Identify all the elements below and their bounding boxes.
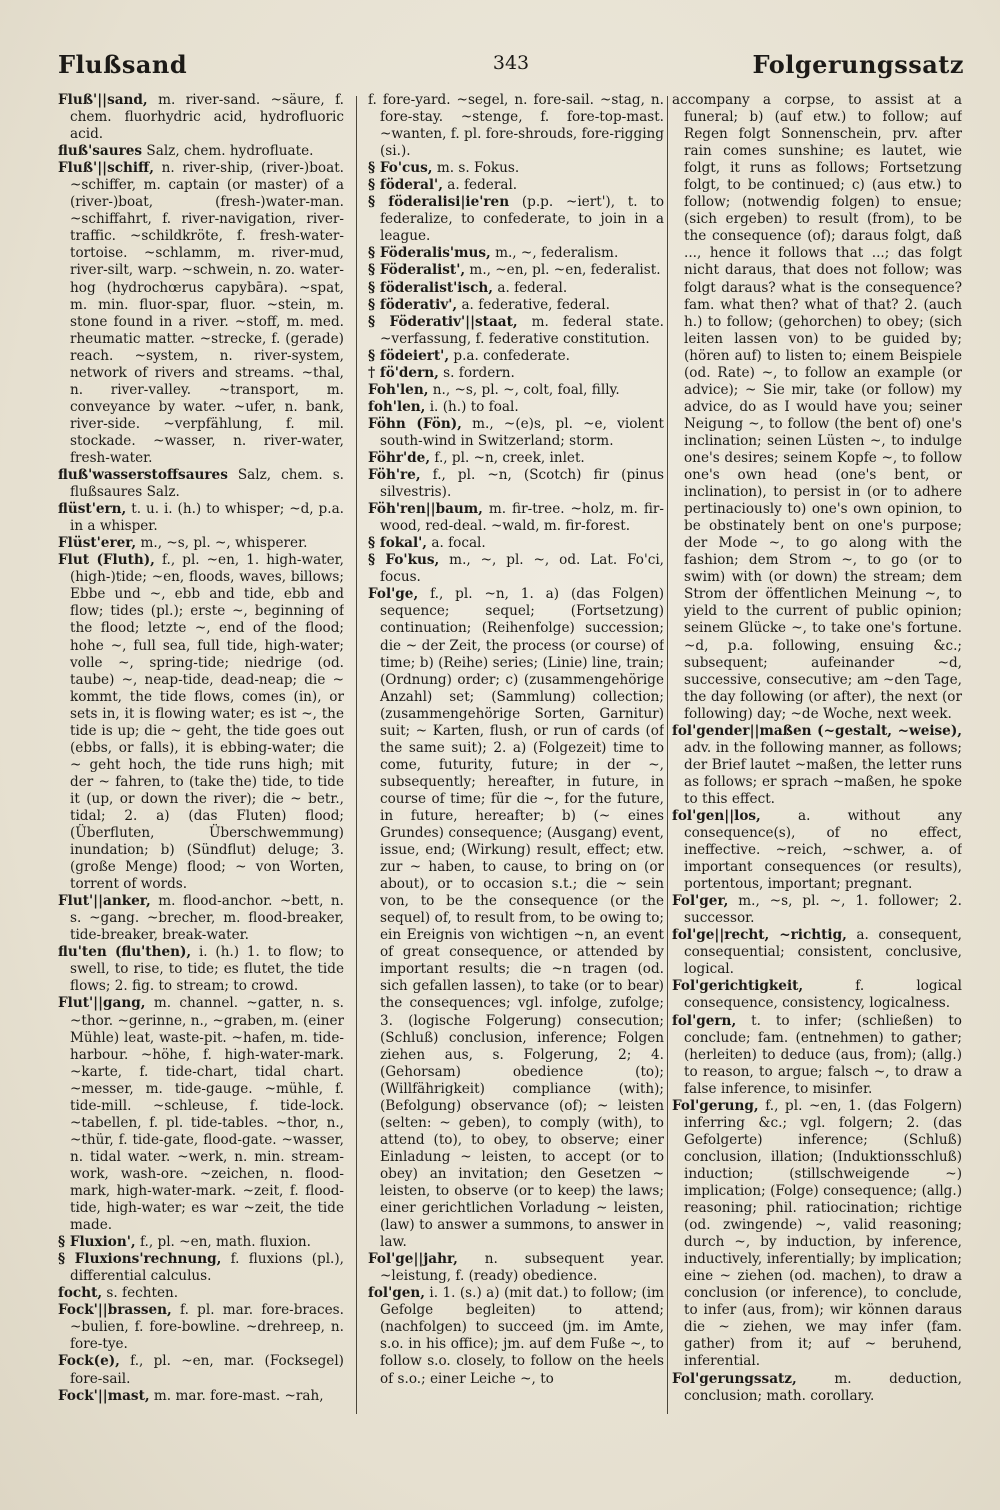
entry-headword: Fol'ger, (672, 893, 729, 910)
entry-definition: f., pl. ~n, 1. a) (das Folgen) sequence; sequel; (Fortsetzung) continuation; (Reihenfolge) succession; die ~ der Zeit, the process (or course) of time; b) (Reihe) series; (Linie) line, train; (Ordnung) order; c) (zusammengehörige Anzahl) set; (Sammlung) collection; (zusammengehörige Sorten, Garnitur) suit; ~ Karten, flush, or run of cards (of the same suit); 2. a) (Folgezeit) time to come, futurity, future; in der ~, subsequently; hereafter, in future, in course of time; für die ~, for the future, in future, hereafter; b) (~ eines Grundes) consequence; (Ausgang) event, issue, end; (Wirkung) result, effect; etw. zur ~ haben, to cause, to bring on (or about), or to occasion s.t.; die ~ sein von, to be the consequence (or the sequel) of, to result from, to be owing to; ein Ereignis von wichtigen ~n, an event of great consequence, or attended by important results; die ~n tragen (od. sich gefallen lassen), to take (or to bear) the consequences; vgl. infolge, zufolge; 3. (logische Folgerung) consecution; (Schluß) conclusion, inference; Folgen ziehen aus, s. Folgerung, 2; 4. (Gehorsam) obedience (to); (Willfährigkeit) compliance (with); (Befolgung) observance (of); ~ leisten (selten: ~ geben), to comply (with), to attend (to), to obey, to observe; einer Einladung ~ leisten, to accept (or to obey) an invitation; den Gesetzen ~ leisten, to observe (or to keep) the laws; einer gerichtlichen Vorladung ~ leisten, (law) to answer a summons, to answer in law. (380, 586, 664, 1251)
entry-headword: § Fo'cus, (368, 160, 433, 177)
entry-headword: Fol'gerung, (672, 1097, 759, 1114)
running-head-right: Folgerungssatz (752, 50, 964, 79)
dictionary-entry (58, 1353, 344, 1387)
dictionary-entry (368, 1285, 664, 1387)
dictionary-entry (368, 450, 664, 467)
dictionary-entry (368, 501, 664, 535)
entry-definition: f. fore-yard. ~segel, n. fore-sail. ~stag, n. fore-stay. ~stenge, f. fore-top-mast. ~wanten, f. pl. fore-shrouds, fore-rigging (si.). (368, 92, 664, 160)
entry-headword: § Fluxions'rechnung, (58, 1251, 222, 1268)
dictionary-entry (672, 893, 962, 927)
entry-headword: Fol'gerungssatz, (672, 1370, 797, 1387)
dictionary-entry (58, 535, 344, 552)
entry-definition: a. without any consequence(s), of no effect, ineffective. ~reich, ~schwer, a. of important consequences (or results), portentous, important; pregnant. (684, 807, 962, 893)
entry-definition: i. (h.) to foal. (425, 398, 519, 415)
dictionary-entry (368, 382, 664, 399)
entry-definition: m. deduction, conclusion; math. corollary. (684, 1370, 962, 1404)
entry-definition: f., pl. ~n, creek, inlet. (430, 449, 585, 466)
dictionary-entry (368, 92, 664, 160)
entry-definition: m. flood-anchor. ~bett, n. s. ~gang. ~brecher, m. flood-breaker, tide-breaker, break-water. (70, 893, 344, 944)
entry-definition: m., ~s, pl. ~, 1. follower; 2. successor. (684, 893, 962, 927)
entry-definition: f., pl. ~en, mar. (Focksegel) fore-sail. (70, 1353, 344, 1387)
entry-definition: a. focal. (427, 535, 486, 552)
dictionary-entry (368, 365, 664, 382)
dictionary-entry (368, 160, 664, 177)
entry-headword: fol'gen||los, (672, 807, 761, 824)
entry-definition: f., pl. ~en, math. fluxion. (135, 1234, 311, 1251)
entry-definition: i. 1. (s.) a) (mit dat.) to follow; (im Gefolge begleiten) to attend; (nachfolgen) to succeed (jm. im Amte, s.o. in his office); jm. auf dem Fuße ~, to follow s.o. closely, to follow on the heels of s.o.; einer Leiche ~, to (380, 1285, 664, 1387)
entry-definition: t. to infer; (schließen) to conclude; fam. (entnehmen) to gather; (herleiten) to deduce (aus, from); (allg.) to reason, to argue; falsch ~, to draw a false inference, to misinfer. (684, 1012, 962, 1097)
entry-definition: p.a. confederate. (449, 347, 570, 364)
entry-definition: s. fordern. (438, 364, 515, 381)
page-header (58, 50, 964, 90)
entry-headword: † fö'dern, (368, 364, 439, 381)
entry-headword: fol'ge||recht, ~richtig, (672, 927, 847, 944)
entry-definition: a. federal. (493, 279, 568, 296)
dictionary-entry (58, 501, 344, 535)
entry-definition: f. fluxions (pl.), differential calculus. (70, 1251, 344, 1285)
entry-definition: s. fechten. (102, 1285, 179, 1302)
column-2 (368, 92, 664, 1430)
dictionary-entry (58, 160, 344, 467)
entry-definition: n. river-ship, (river-)boat. ~schiffer, m. captain (or master) of a (river-)boat, (fresh-)water-man. ~schiffahrt, f. river-navigation, river-traffic. ~schildkröte, f. fresh-water-tortoise. ~schlamm, m. river-mud, river-silt, warp. ~schwein, n. zo. water-hog (hydrochœrus capybāra). ~spat, m. min. fluor-spar, fluor. ~stein, m. stone found in a river. ~stoff, m. med. rheumatic matter. ~strecke, f. (gerade) reach. ~system, n. river-system, network of rivers and streams. ~thal, n. river-valley. ~transport, m. conveyance by water. ~ufer, n. bank, river-side. ~verpfählung, f. mil. stockade. ~wasser, n. river-water, fresh-water. (70, 160, 344, 466)
dictionary-entry (58, 143, 344, 160)
column-1 (58, 92, 344, 1430)
dictionary-entry (368, 467, 664, 501)
entry-definition: m. mar. fore-mast. ~rah, (149, 1387, 324, 1404)
entry-definition: f. pl. mar. fore-braces. ~bulien, f. fore-bowline. ~drehreep, n. fore-tye. (70, 1302, 344, 1353)
entry-headword: § Fo'kus, (368, 552, 440, 569)
entry-definition: Salz, chem. hydrofluate. (142, 143, 314, 160)
column-divider-2 (667, 96, 668, 1414)
entry-headword: Fock'||mast, (58, 1387, 150, 1404)
entry-headword: flu'ten (flu'then), (58, 944, 192, 961)
entry-definition: n. subsequent year. ~leistung, f. (ready) obedience. (380, 1251, 664, 1285)
entry-definition: m. channel. ~gatter, n. s. ~thor. ~gerinne, n., ~graben, m. (einer Mühle) leat, waste-pit. ~hafen, m. tide-harbour. ~höhe, f. high-water-mark. ~karte, f. tide-chart, tidal chart. ~messer, m. tide-gauge. ~mühle, f. tide-mill. ~schleuse, f. tide-lock. ~tabellen, f. pl. tide-tables. ~thor, n., ~thür, f. tide-gate, flood-gate. ~wasser, n. tidal water. ~werk, n. min. stream-work, wash-ore. ~zeichen, n. flood-mark, high-water-mark. ~zeit, f. flood-tide, high-water; es war ~zeit, the tide made. (70, 995, 344, 1234)
dictionary-entry (368, 297, 664, 314)
entry-headword: flüst'ern, (58, 501, 127, 518)
dictionary-entry (58, 92, 344, 143)
entry-headword: fol'gen, (368, 1285, 426, 1302)
entry-definition: f., pl. ~n, (Scotch) fir (pinus silvestris). (380, 467, 664, 501)
dictionary-entry (672, 978, 962, 1012)
entry-headword: § fokal', (368, 535, 428, 552)
entry-headword: Flüst'erer, (58, 535, 137, 552)
entry-headword: Foh'len, (368, 381, 429, 398)
dictionary-entry (672, 1013, 962, 1098)
entry-headword: Fock'||brassen, (58, 1302, 172, 1319)
entry-definition: m., ~(e)s, pl. ~e, violent south-wind in Switzerland; storm. (380, 415, 664, 449)
dictionary-entry (368, 194, 664, 245)
dictionary-entry (368, 399, 664, 416)
dictionary-entry (368, 535, 664, 552)
entry-definition: f., pl. ~en, 1. high-water, (high-)tide; ~en, floods, waves, billows; Ebbe und ~, ebb and tide, ebb and flow; tides (pl.); erste ~, beginning of the flood; letzte ~, end of the flood; hohe ~, full sea, full tide, high-water; volle ~, spring-tide; niedrige (od. taube) ~, neap-tide, dead-neap; die ~ kommt, the tide flows, comes (in), or sets in, it is flowing water; es ist ~, the tide is up; die ~ geht, the tide goes out (ebbs, or falls), it is ebbing-water; die ~ geht hoch, the tide runs high; mit der ~ fahren, to (take the) tide, to tide it (up, or down the river); die ~ betr., tidal; 2. a) (das Fluten) flood; (Überfluten, Überschwemmung) inundation; b) (Sündflut) deluge; 3. (große Menge) flood; ~ von Worten, torrent of words. (70, 552, 344, 893)
entry-definition: m., ~, federalism. (490, 245, 619, 262)
entry-definition: m., ~en, pl. ~en, federalist. (465, 262, 661, 279)
entry-headword: fluß'saures (58, 143, 143, 160)
entry-headword: Flut'||anker, (58, 893, 151, 910)
entry-headword: Flut'||gang, (58, 995, 146, 1012)
dictionary-entry (58, 552, 344, 893)
column-divider-1 (356, 96, 357, 1414)
entry-definition: m., ~s, pl. ~, whisperer. (136, 535, 308, 552)
page-number: 343 (492, 52, 530, 74)
dictionary-entry (672, 927, 962, 978)
entry-headword: Flut (Fluth), (58, 552, 155, 569)
entry-definition: m. river-sand. ~säure, f. chem. fluorhydric acid, hydrofluoric acid. (70, 92, 344, 143)
dictionary-entry (58, 1251, 344, 1285)
entry-definition: i. (h.) 1. to flow; to swell, to rise, to tide; es flutet, the tide flows; 2. fig. to stream; to crowd. (70, 944, 344, 995)
entry-headword: Föhr'de, (368, 449, 431, 466)
dictionary-entry (672, 723, 962, 808)
dictionary-entry (368, 177, 664, 194)
entry-headword: § Föderativ'||staat, (368, 313, 518, 330)
dictionary-entry (672, 808, 962, 893)
entry-definition: m. fir-tree. ~holz, m. fir-wood, red-deal. ~wald, m. fir-forest. (380, 501, 664, 535)
entry-headword: Fluß'||schiff, (58, 160, 154, 177)
entry-headword: Fol'ge||jahr, (368, 1251, 458, 1268)
dictionary-entry (58, 995, 344, 1234)
dictionary-entry (368, 280, 664, 297)
dictionary-entry (368, 586, 664, 1251)
dictionary-entry (58, 944, 344, 995)
entry-headword: fluß'wasserstoffsaures (58, 467, 228, 484)
entry-headword: § Föderalist', (368, 262, 466, 279)
dictionary-entry (58, 1234, 344, 1251)
entry-definition: t. u. i. (h.) to whisper; ~d, p.a. in a whisper. (70, 501, 344, 535)
entry-definition: Salz, chem. s. flußsaures Salz. (70, 467, 344, 501)
dictionary-entry (58, 1388, 344, 1405)
entry-definition: m. federal state. ~verfassung, f. federative constitution. (380, 313, 664, 347)
entry-headword: foh'len, (368, 398, 426, 415)
entry-definition: a. federal. (442, 177, 518, 194)
entry-definition: f. logical consequence, consistency, logicalness. (684, 978, 962, 1012)
entry-headword: Fol'gerichtigkeit, (672, 978, 804, 995)
dictionary-entry (368, 262, 664, 279)
dictionary-entry (368, 314, 664, 348)
entry-headword: Fluß'||sand, (58, 92, 148, 108)
entry-headword: § föderativ', (368, 296, 458, 313)
dictionary-entry (368, 416, 664, 450)
entry-definition: adv. in the following manner, as follows; der Brief lautet ~maßen, the letter runs as follows; er sprach ~maßen, he spoke to this effect. (684, 739, 962, 807)
entry-headword: fol'gender||maßen (~gestalt, ~weise), (672, 722, 962, 739)
entry-headword: focht, (58, 1285, 103, 1302)
column-3 (672, 92, 962, 1430)
entry-definition: m. s. Fokus. (432, 160, 520, 177)
entry-headword: § föderalisi|ie'ren (368, 194, 510, 211)
entry-headword: Föh're, (368, 467, 421, 484)
dictionary-entry (672, 1371, 962, 1405)
dictionary-entry (58, 893, 344, 944)
dictionary-entry (672, 1098, 962, 1371)
entry-headword: § Fluxion', (58, 1234, 136, 1251)
entry-definition: n., ~s, pl. ~, colt, foal, filly. (428, 381, 620, 398)
entry-definition: a. federative, federal. (457, 296, 610, 313)
entry-definition: accompany a corpse, to assist at a funeral; b) (auf etw.) to follow; auf Regen folgt Sonnenschein, prv. after rain comes sunshine; es lautet, wie folgt, it runs as follows; Fortsetzung folgt, to be continued; c) (aus etw.) to follow; (notwendig folgen) to ensue; (sich ergeben) to result (from), to be the consequence (of); daraus folgt, daß ..., hence it follows that ...; das folgt nicht daraus, that does not follow; was folgt daraus? what is the consequence? fam. what then? what of that? 2. (auch h.) to follow; (gehorchen) to obey; (sich leiten lassen von) to be guided by; (hören auf) to listen to; einem Beispiele (od. Rate) ~, to follow an example (or advice); ~ Sie mir, take (or follow) my advice, do as I would have you; seiner Neigung ~, to follow (the bent of) one's inclination; seinen Lüsten ~, to indulge one's desires; seinem Kopfe ~, to follow one's own head (one's bent, or inclination), to persist in (or to adhere pertinaciously to) one's own opinion, to be obstinately bent on one's purpose; der Mode ~, to go along with the fashion; dem Strom ~, to go (or to swim) with (or down) the stream; dem Strom der öffentlichen Meinung ~, to yield to the current of public opinion; seinem Glücke ~, to take one's fortune. ~d, p.a. following, ensuing &c.; subsequent; aufeinander ~d, successive, consecutive; am ~den Tage, the day following (or after), the next (or following) day; ~de Woche, next week. (672, 92, 962, 722)
dictionary-entry (58, 1285, 344, 1302)
entry-definition: f., pl. ~en, 1. (das Folgern) inferring &c.; vgl. folgern; 2. (das Gefolgerte) inference; (Schluß) conclusion, illation; (Induktionsschluß) induction; (stillschweigende ~) implication; (Folge) consequence; (allg.) reasoning; phil. ratiocination; richtige (od. zwingende) ~, valid reasoning; durch ~, by induction, by inference, inductively, inferentially; by implication; eine ~ ziehen (od. machen), to draw a conclusion (or inference), to conclude, to infer (aus, from); wir können daraus die ~ ziehen, we may infer (fam. gather) from it; auf ~ beruhend, inferential. (684, 1097, 962, 1370)
running-head-left: Flußsand (58, 50, 188, 79)
entry-headword: Föhn (Fön), (368, 415, 462, 432)
dictionary-entry (368, 552, 664, 586)
entry-definition: m., ~, pl. ~, od. Lat. Fo'ci, focus. (380, 552, 664, 586)
dictionary-entry (58, 1302, 344, 1353)
entry-headword: Föh'ren||baum, (368, 501, 483, 518)
entry-headword: § Föderalis'mus, (368, 245, 491, 262)
entry-headword: Fock(e), (58, 1353, 120, 1370)
dictionary-entry (368, 245, 664, 262)
entry-headword: § födeiert', (368, 347, 450, 364)
dictionary-entry (368, 348, 664, 365)
entry-headword: § föderalist'isch, (368, 279, 494, 296)
entry-headword: § föderal', (368, 177, 443, 194)
entry-definition: a. consequent, consequential; consistent, conclusive, logical. (684, 927, 962, 978)
dictionary-entry (368, 1251, 664, 1285)
dictionary-entry (58, 467, 344, 501)
entry-headword: Fol'ge, (368, 586, 419, 603)
entry-headword: fol'gern, (672, 1012, 737, 1029)
dictionary-entry (672, 92, 962, 723)
entry-definition: (p.p. ~iert'), t. to federalize, to confederate, to join in a league. (380, 194, 664, 245)
